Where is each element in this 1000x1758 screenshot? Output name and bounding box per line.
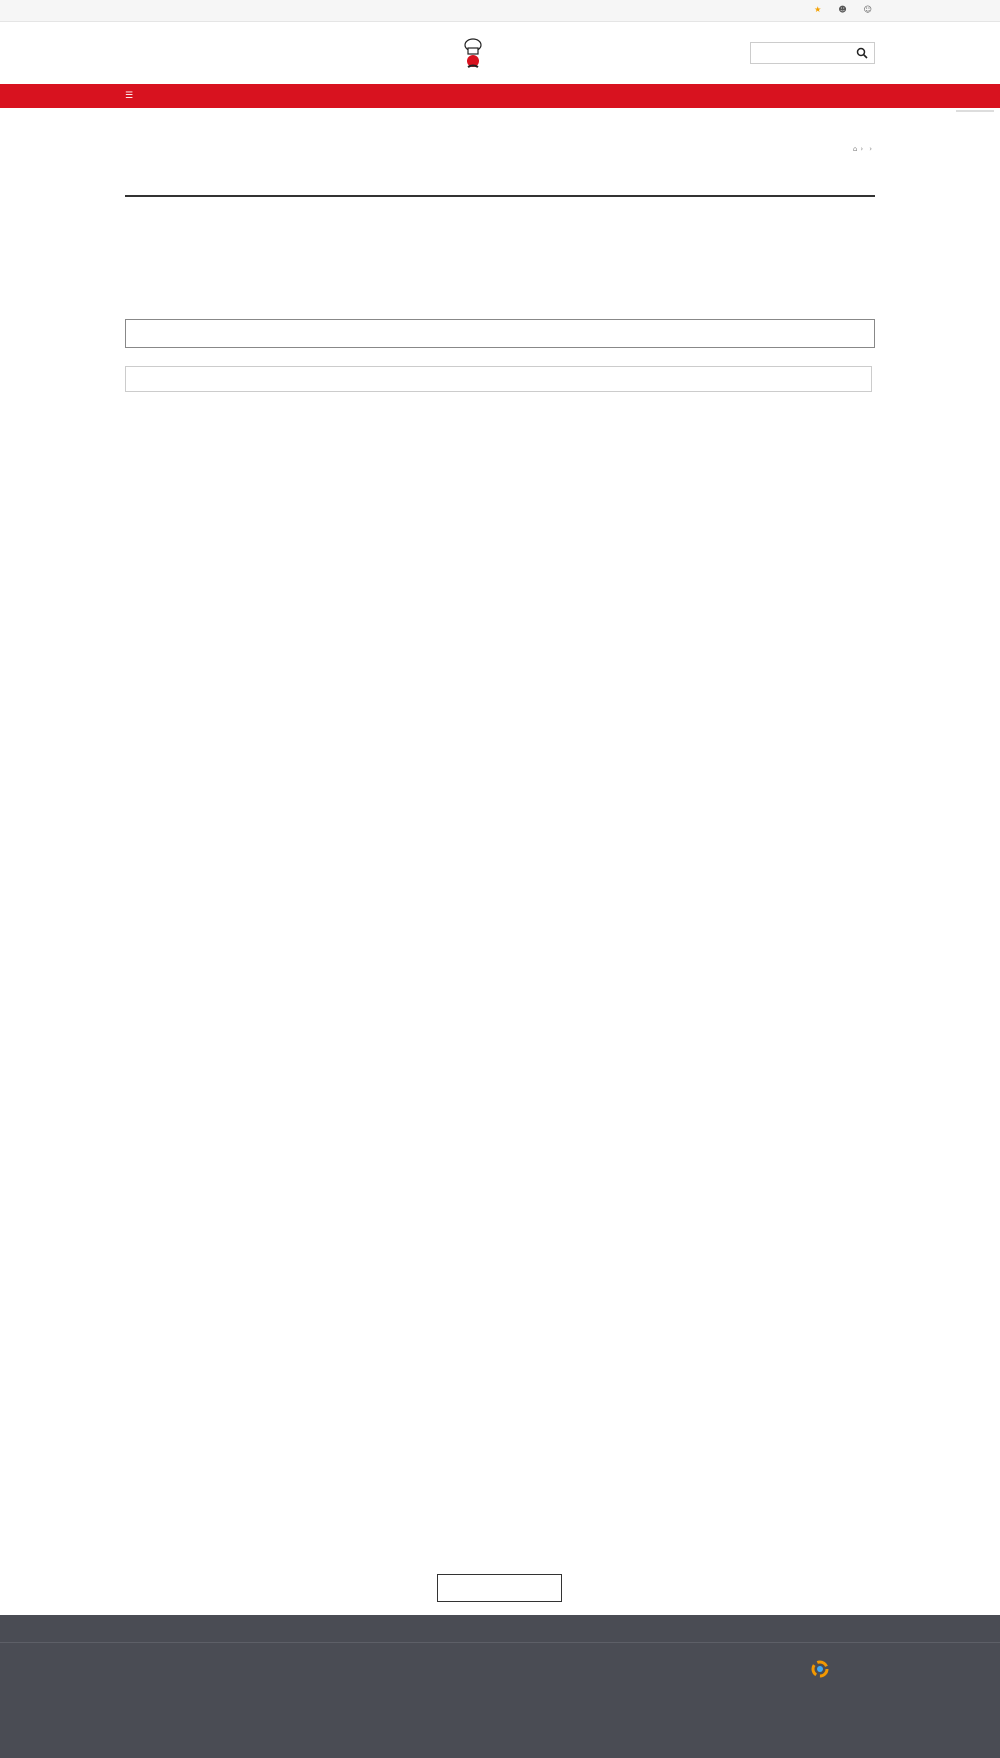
user-icon: ☻: [838, 5, 847, 14]
sort-bar: [125, 366, 872, 392]
more-items-button[interactable]: [437, 1574, 562, 1602]
search-input[interactable]: [750, 42, 875, 64]
bookmark-link[interactable]: [814, 5, 824, 14]
customer-center-line: [125, 1657, 158, 1671]
home-icon[interactable]: ⌂: [852, 145, 858, 153]
users-icon: ☺: [863, 5, 872, 14]
breadcrumb: ⌂ › ›: [852, 145, 872, 153]
category-table: [125, 195, 875, 197]
all-categories-button[interactable]: [125, 91, 137, 101]
site-logo[interactable]: [430, 34, 570, 74]
join-link[interactable]: [864, 5, 875, 14]
quick-menu: [956, 110, 994, 112]
menu-icon: ☰: [125, 91, 134, 101]
star-icon: ★: [814, 5, 822, 14]
login-link[interactable]: [838, 5, 849, 14]
subcategory-bar: [125, 319, 875, 348]
company-info: [125, 1657, 158, 1671]
brand-logo-icon: [810, 1659, 830, 1679]
main-nav: [0, 84, 1000, 108]
search-icon[interactable]: [856, 47, 868, 59]
top-utility-bar: [0, 0, 1000, 22]
chef-hat-icon: [464, 37, 482, 73]
designer-brand[interactable]: [810, 1659, 835, 1679]
footer-divider: [0, 1642, 1000, 1643]
header: [0, 22, 1000, 84]
footer: [0, 1615, 1000, 1758]
